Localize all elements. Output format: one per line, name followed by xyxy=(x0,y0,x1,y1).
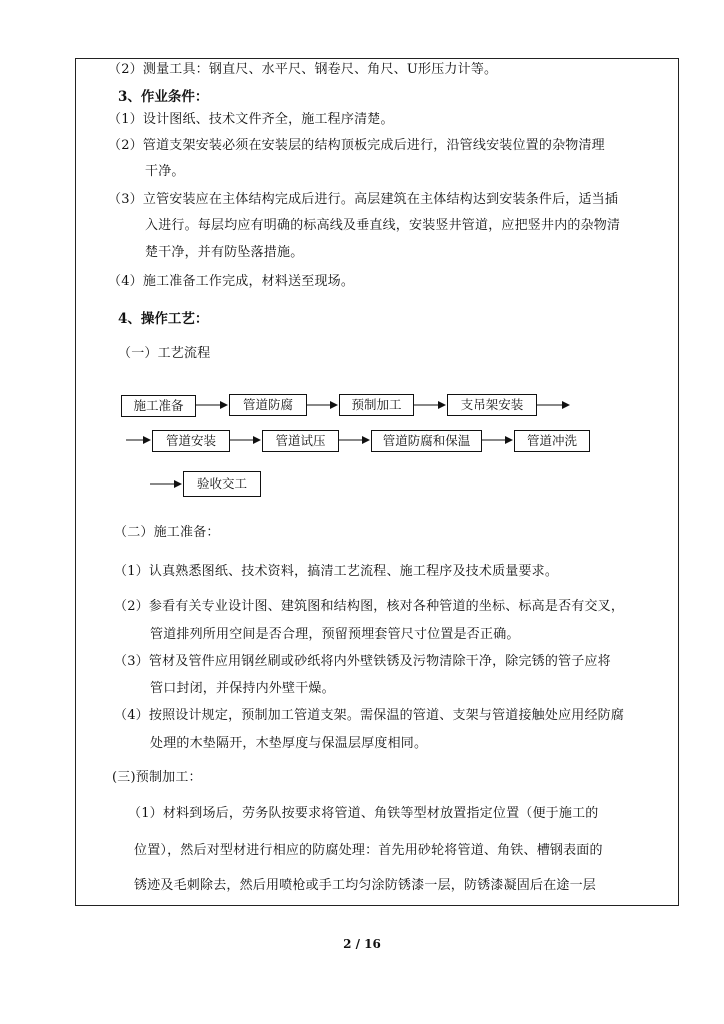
prefab-heading: (三)预制加工： xyxy=(112,770,202,785)
prep-item-1: （1）认真熟悉图纸、技术资料，搞清工艺流程、施工程序及技术质量要求。 xyxy=(114,564,559,579)
condition-item-2-line-2: 干净。 xyxy=(145,164,185,179)
process-flow-subheading: （一）工艺流程 xyxy=(118,346,211,361)
flow-step-construction-prep: 施工准备 xyxy=(121,395,196,417)
flow-step-pipe-install: 管道安装 xyxy=(152,430,230,452)
prep-item-2-line-2: 管道排列所用空间是否合理，预留预埋套管尺寸位置是否正确。 xyxy=(150,627,520,642)
condition-item-1: （1）设计图纸、技术文件齐全，施工程序清楚。 xyxy=(108,112,394,127)
prep-item-3-line-2: 管口封闭，并保持内外壁干燥。 xyxy=(150,681,335,696)
flow-step-anticorrosion-insulation: 管道防腐和保温 xyxy=(371,430,482,452)
prefab-item-1-line-2: 位置），然后对型材进行相应的防腐处理：首先用砂轮将管道、角铁、槽钢表面的 xyxy=(134,843,603,858)
condition-item-4: （4）施工准备工作完成，材料送至现场。 xyxy=(108,274,355,289)
flow-step-acceptance: 验收交工 xyxy=(183,471,261,497)
prep-item-4-line-2: 处理的木垫隔开，木垫厚度与保温层厚度相同。 xyxy=(150,736,428,751)
condition-item-3-line-1: （3）立管安装应在主体结构完成后进行。高层建筑在主体结构达到安装条件后，适当插 xyxy=(108,192,619,207)
flow-step-support-install: 支吊架安装 xyxy=(447,394,537,416)
prefab-item-1-line-1: （1）材料到场后，劳务队按要求将管道、角铁等型材放置指定位置（便于施工的 xyxy=(128,806,599,821)
condition-item-2-line-1: （2）管道支架安装必须在安装层的结构顶板完成后进行，沿管线安装位置的杂物清理 xyxy=(108,138,605,153)
prep-item-2-line-1: （2）参看有关专业设计图、建筑图和结构图，核对各种管道的坐标、标高是否有交叉， xyxy=(114,599,625,614)
section-3-heading: 3、作业条件： xyxy=(118,89,209,105)
page-number: 2 / 16 xyxy=(343,937,381,951)
condition-item-3-line-3: 楚干净，并有防坠落措施。 xyxy=(145,245,304,260)
tools-line: （2）测量工具：钢直尺、水平尺、钢卷尺、角尺、U形压力计等。 xyxy=(108,62,498,77)
prep-item-3-line-1: （3）管材及管件应用钢丝刷或砂纸将内外壁铁锈及污物清除干净，除完锈的管子应将 xyxy=(114,654,611,669)
flow-step-pipe-flushing: 管道冲洗 xyxy=(514,430,590,452)
section-4-heading: 4、操作工艺： xyxy=(118,311,209,327)
prefab-item-1-line-3: 锈迹及毛刺除去，然后用喷枪或手工均匀涂防锈漆一层，防锈漆凝固后在途一层 xyxy=(134,878,597,893)
flow-step-pressure-test: 管道试压 xyxy=(262,430,339,452)
condition-item-3-line-2: 入进行。每层均应有明确的标高线及垂直线，安装竖井管道，应把竖井内的杂物清 xyxy=(145,218,621,233)
flow-step-prefabrication: 预制加工 xyxy=(339,394,414,416)
prep-item-4-line-1: （4）按照设计规定，预制加工管道支架。需保温的管道、支架与管道接触处应用经防腐 xyxy=(114,708,625,723)
prep-heading: （二）施工准备： xyxy=(114,525,220,540)
flow-step-pipe-anticorrosion: 管道防腐 xyxy=(229,394,307,416)
